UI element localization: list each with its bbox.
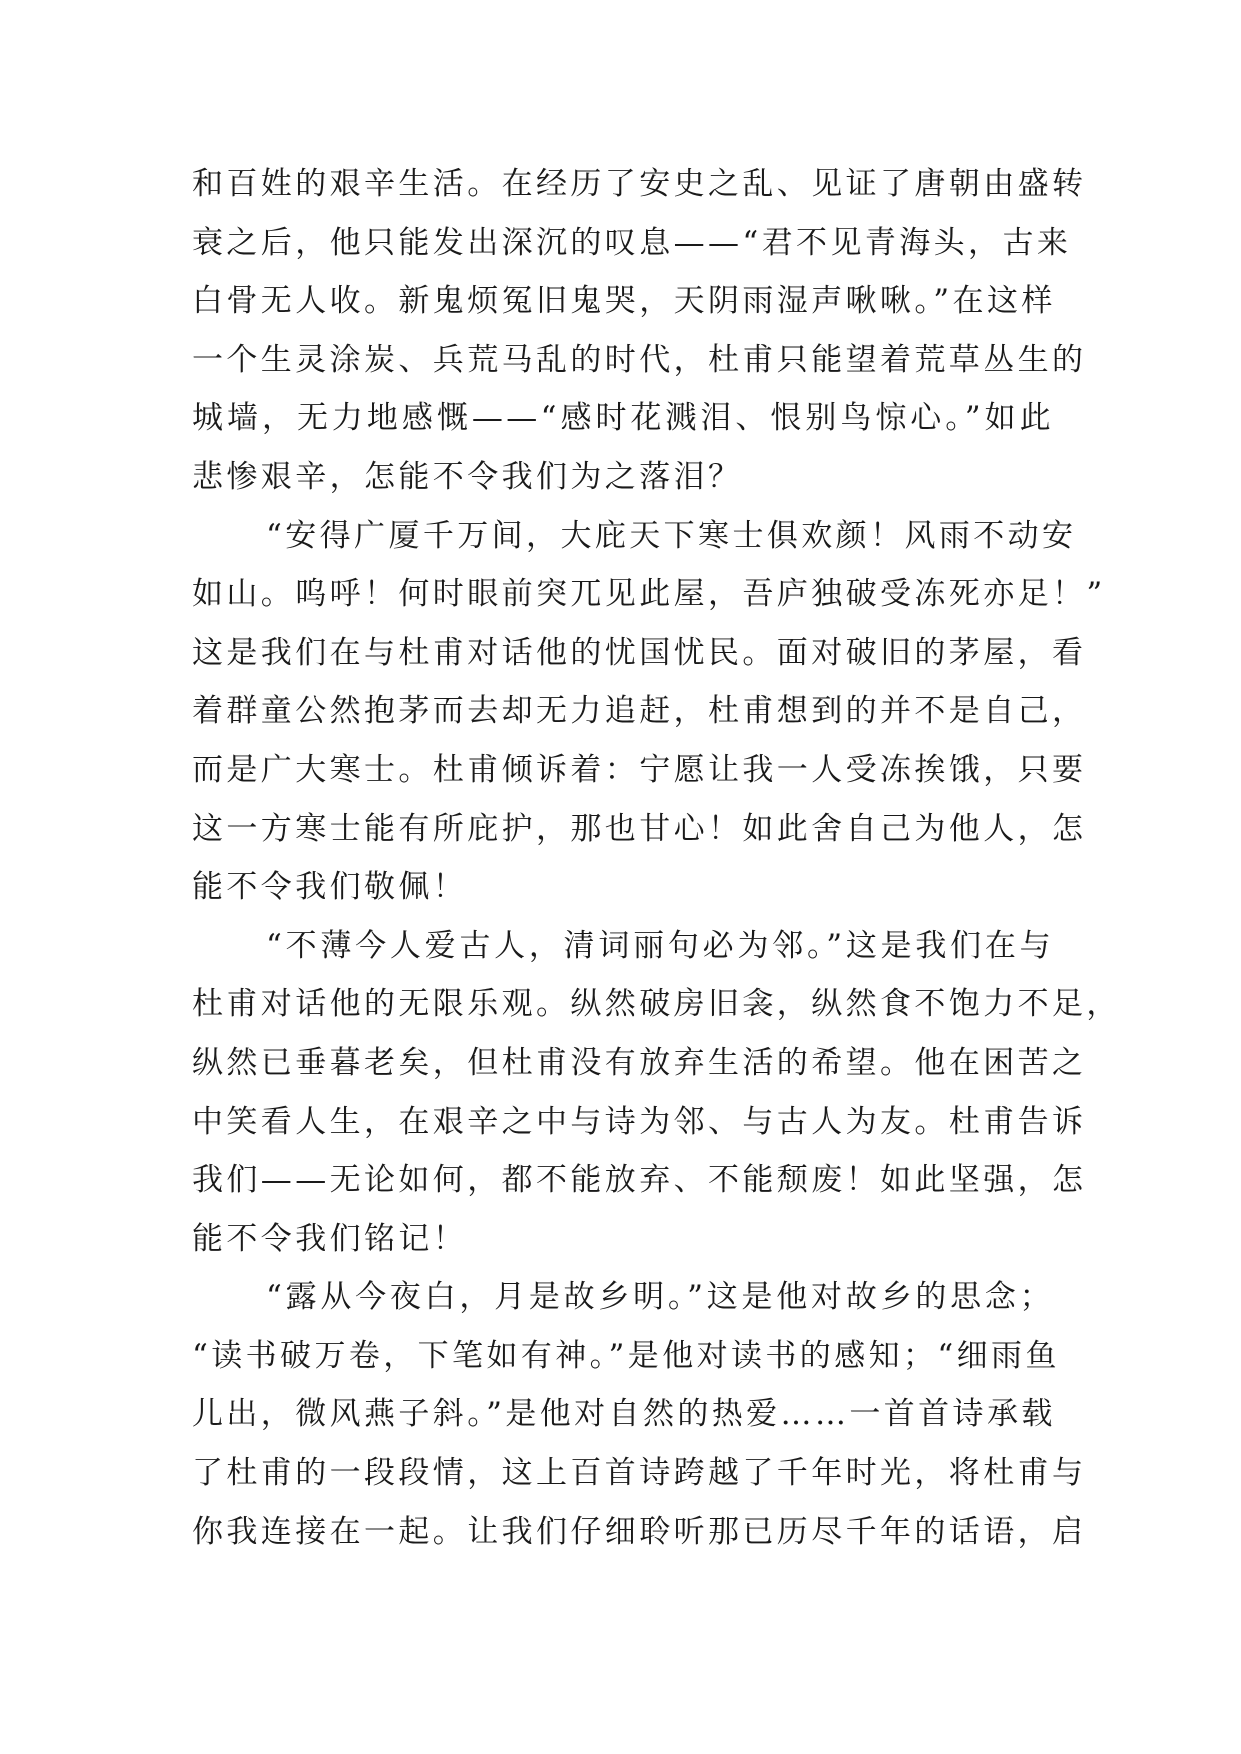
text-line: “安得广厦千万间，大庇天下寒士俱欢颜！风雨不动安	[266, 517, 1077, 554]
paragraph-1	[192, 155, 1087, 507]
text-line: 城墙，无力地感慨——“感时花溅泪、恨别鸟惊心。”如此	[192, 400, 1054, 437]
text-line: 如山。呜呼！何时眼前突兀见此屋，吾庐独破受冻死亦足！”	[192, 576, 1106, 613]
text-line: 中笑看人生，在艰辛之中与诗为邻、与古人为友。杜甫告诉	[192, 1103, 1087, 1140]
text-line: “读书破万卷，下笔如有神。”是他对读书的感知；“细雨鱼	[192, 1337, 1060, 1374]
text-line: “露从今夜白，月是故乡明。”这是他对故乡的思念；	[266, 1279, 1054, 1316]
text-line: 着群童公然抱茅而去却无力追赶，杜甫想到的并不是自己，	[192, 693, 1087, 730]
text-line: 和百姓的艰辛生活。在经历了安史之乱、见证了唐朝由盛转	[192, 166, 1087, 202]
text-line: 儿出，微风燕子斜。”是他对自然的热爱……一首首诗承载	[192, 1396, 1056, 1433]
text-line: 这一方寒士能有所庇护，那也甘心！如此舍自己为他人，怎	[192, 810, 1087, 847]
document-body	[192, 155, 1121, 1561]
text-line: 杜甫对话他的无限乐观。纵然破房旧衾，纵然食不饱力不足，	[192, 986, 1121, 1023]
text-line: 我们——无论如何，都不能放弃、不能颓废！如此坚强，怎	[192, 1162, 1087, 1199]
text-line: 纵然已垂暮老矣，但杜甫没有放弃生活的希望。他在困苦之	[192, 1044, 1087, 1081]
text-line: 衰之后，他只能发出深沉的叹息——“君不见青海头，古来	[192, 224, 1072, 261]
text-line: 而是广大寒士。杜甫倾诉着：宁愿让我一人受冻挨饿，只要	[192, 751, 1087, 788]
paragraph-4	[192, 1268, 1087, 1561]
text-line: 悲惨艰辛，怎能不令我们为之落泪？	[192, 458, 743, 495]
paragraph-3	[192, 917, 1121, 1269]
text-line: 白骨无人收。新鬼烦冤旧鬼哭，天阴雨湿声啾啾。”在这样	[192, 283, 1056, 320]
text-line: 你我连接在一起。让我们仔细聆听那已历尽千年的话语，启	[192, 1513, 1087, 1550]
text-line: 这是我们在与杜甫对话他的忧国忧民。面对破旧的茅屋，看	[192, 634, 1087, 671]
paragraph-2	[192, 507, 1106, 917]
text-line: 能不令我们敬佩！	[192, 869, 468, 906]
text-line: 一个生灵涂炭、兵荒马乱的时代，杜甫只能望着荒草丛生的	[192, 341, 1087, 378]
text-line: “不薄今人爱古人，清词丽句必为邻。”这是我们在与	[266, 927, 1054, 964]
text-line: 能不令我们铭记！	[192, 1220, 468, 1257]
text-line: 了杜甫的一段段情，这上百首诗跨越了千年时光，将杜甫与	[192, 1455, 1087, 1492]
